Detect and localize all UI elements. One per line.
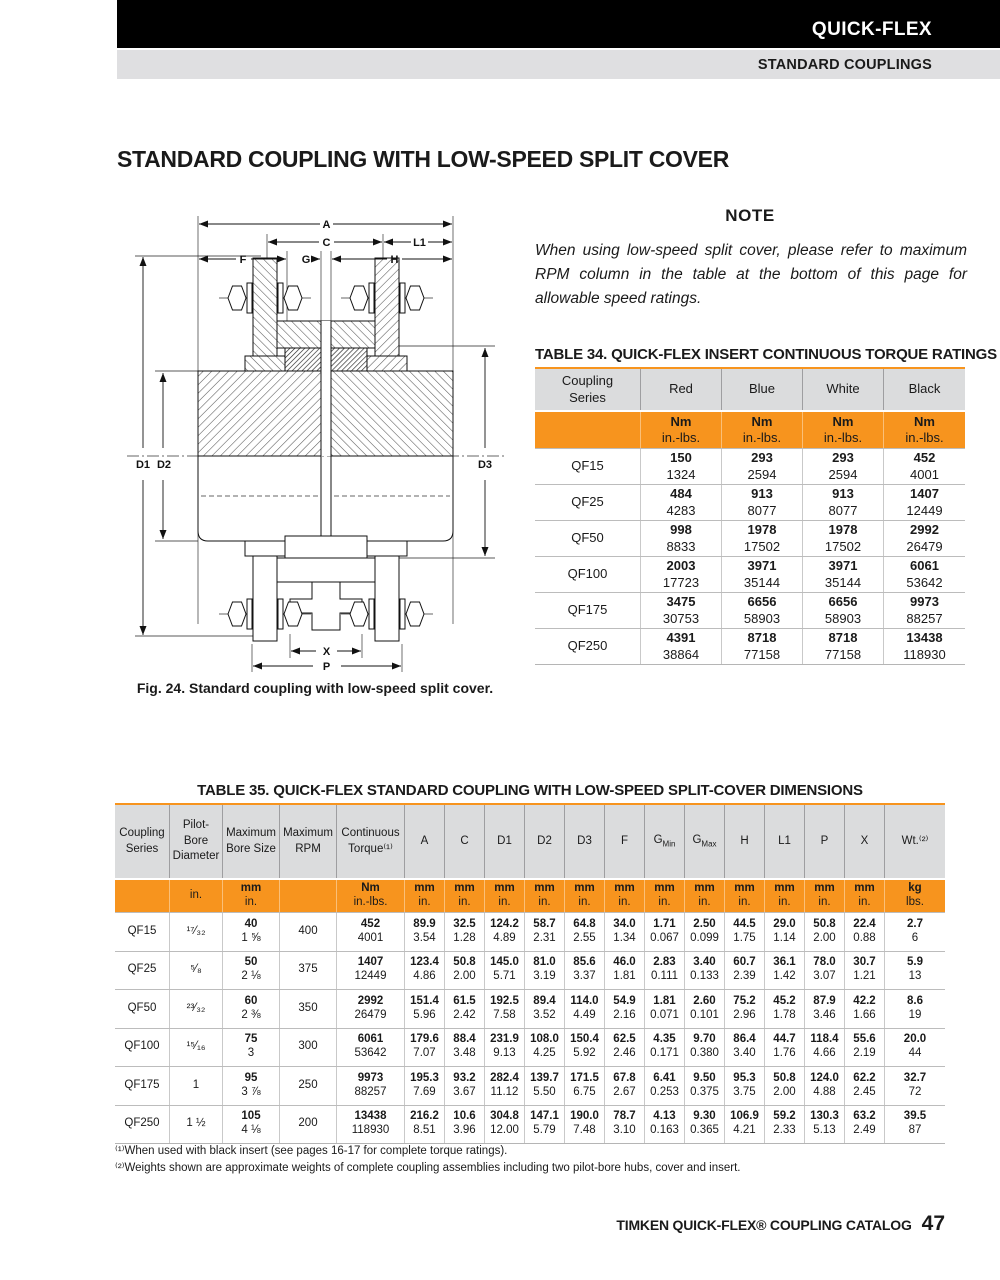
dimension-value-cell: 2.50 0.099 — [685, 913, 725, 951]
column-header-cell: A — [405, 805, 445, 878]
dimension-value-cell: 64.8 2.55 — [565, 913, 605, 951]
dimension-value-cell: 93.2 3.67 — [445, 1067, 485, 1105]
units-cell: mm in. — [725, 880, 765, 912]
dimension-value-cell: QF175 — [115, 1067, 170, 1105]
column-header-cell: X — [845, 805, 885, 878]
column-header-cell: Continuous Torque⁽¹⁾ — [337, 805, 405, 878]
torque-table-row — [535, 592, 965, 628]
dimension-value-cell: 195.3 7.69 — [405, 1067, 445, 1105]
units-cell: mm in. — [525, 880, 565, 912]
dimension-value-cell: 81.0 3.19 — [525, 952, 565, 990]
units-cell: Nm in.-lbs. — [905, 413, 944, 445]
dimension-value-cell: 44.7 1.76 — [765, 1029, 805, 1067]
dimension-value-cell: 9.30 0.365 — [685, 1106, 725, 1144]
column-header-cell: H — [725, 805, 765, 878]
torque-table-row — [535, 556, 965, 592]
dimension-value-cell: 89.4 3.52 — [525, 990, 565, 1028]
dimension-value-cell: 114.0 4.49 — [565, 990, 605, 1028]
units-cell: mm in. — [845, 880, 885, 912]
dimension-value-cell: 179.6 7.07 — [405, 1029, 445, 1067]
dimension-value-cell: 54.9 2.16 — [605, 990, 645, 1028]
dimension-value-cell: ²³⁄₃₂ — [170, 990, 223, 1028]
dimension-value-cell: 2.60 0.101 — [685, 990, 725, 1028]
dimension-value-cell: 108.0 4.25 — [525, 1029, 565, 1067]
torque-value-cell: 2992 26479 — [906, 522, 943, 554]
dimension-value-cell: 452 4001 — [337, 913, 405, 951]
dimension-value-cell: 282.4 11.12 — [485, 1067, 525, 1105]
figure-caption: Fig. 24. Standard coupling with low-speed split cover. — [136, 680, 494, 696]
dim-label-a: A — [322, 219, 331, 231]
torque-table-header-row — [535, 369, 965, 410]
column-header-cell: $G_{Min}$ — [645, 805, 685, 878]
series-label-cell: QF15 — [535, 449, 641, 484]
dimension-value-cell: QF15 — [115, 913, 170, 951]
dimension-value-cell: 50.8 2.00 — [805, 913, 845, 951]
dimension-value-cell: 9.50 0.375 — [685, 1067, 725, 1105]
column-header-cell: C — [445, 805, 485, 878]
dimension-value-cell: 10.6 3.96 — [445, 1106, 485, 1144]
series-label-cell: QF100 — [535, 557, 641, 592]
dimensions-table-row — [115, 1066, 945, 1105]
torque-value-cell: 1978 17502 — [803, 521, 884, 556]
dimension-value-cell: 9.70 0.380 — [685, 1029, 725, 1067]
dimension-value-cell: 1.81 0.071 — [645, 990, 685, 1028]
column-header-cell: D3 — [565, 805, 605, 878]
dimensions-table-row — [115, 1028, 945, 1067]
dimension-value-cell: 20.0 44 — [903, 1033, 927, 1060]
dimension-value-cell: 147.1 5.79 — [525, 1106, 565, 1144]
dimension-value-cell: 375 — [280, 952, 337, 990]
dimension-value-cell: 34.0 1.34 — [605, 913, 645, 951]
dimension-value-cell: 39.5 87 — [903, 1110, 927, 1137]
dimension-value-cell: 32.5 1.28 — [445, 913, 485, 951]
dimension-value-cell: 36.1 1.42 — [765, 952, 805, 990]
units-cell: mm in. — [565, 880, 605, 912]
dimension-value-cell: 50 2 ⅛ — [223, 952, 280, 990]
torque-value-cell: 4391 38864 — [641, 629, 722, 664]
dimension-value-cell: 190.0 7.48 — [565, 1106, 605, 1144]
dimensions-table-row — [115, 912, 945, 951]
dimensions-table-header-row — [115, 805, 945, 878]
torque-value-cell: 484 4283 — [641, 485, 722, 520]
dimension-value-cell: 63.2 2.49 — [845, 1106, 885, 1144]
dimension-value-cell: 1 ½ — [170, 1106, 223, 1144]
dimension-value-cell: QF250 — [115, 1106, 170, 1144]
column-header-cell: Maximum RPM — [280, 805, 337, 878]
insert-color-header: Red — [641, 369, 722, 410]
dimension-value-cell: 216.2 8.51 — [405, 1106, 445, 1144]
torque-value-cell: 8718 77158 — [803, 629, 884, 664]
insert-color-header: Blue — [722, 369, 803, 410]
dimension-value-cell: 118.4 4.66 — [805, 1029, 845, 1067]
dimension-value-cell: 59.2 2.33 — [765, 1106, 805, 1144]
dimensions-table-units-row — [115, 878, 945, 912]
dimension-value-cell: 400 — [280, 913, 337, 951]
dimension-value-cell: 60.7 2.39 — [725, 952, 765, 990]
torque-value-cell: 913 8077 — [722, 485, 803, 520]
series-label-cell: QF175 — [535, 593, 641, 628]
coupling-cross-section-figure — [115, 196, 515, 676]
dimension-value-cell: 78.7 3.10 — [605, 1106, 645, 1144]
units-cell: mm in. — [605, 880, 645, 912]
dimension-value-cell: 75.2 2.96 — [725, 990, 765, 1028]
dimension-value-cell: 62.2 2.45 — [845, 1067, 885, 1105]
dimension-value-cell: 50.8 2.00 — [445, 952, 485, 990]
dimension-value-cell: 95.3 3.75 — [725, 1067, 765, 1105]
dimension-value-cell: 95 3 ⅞ — [223, 1067, 280, 1105]
category-label: STANDARD COUPLINGS — [757, 56, 932, 73]
dimension-value-cell: 300 — [280, 1029, 337, 1067]
dimension-value-cell: QF100 — [115, 1029, 170, 1067]
units-cell: mm in. — [685, 880, 725, 912]
dimensions-table-row — [115, 1105, 945, 1144]
units-cell: Nm in.-lbs. — [641, 412, 722, 448]
dimension-value-cell: 46.0 1.81 — [605, 952, 645, 990]
torque-table-units-row — [535, 410, 965, 448]
torque-value-cell: 2003 17723 — [641, 557, 722, 592]
column-header-cell: Coupling Series — [115, 805, 170, 878]
dimension-value-cell: 32.7 72 — [903, 1071, 927, 1098]
units-corner-cell — [535, 412, 641, 448]
torque-value-cell: 913 8077 — [803, 485, 884, 520]
torque-value-cell: 150 1324 — [641, 449, 722, 484]
units-cell: mm in. — [765, 880, 805, 912]
dimension-value-cell: 151.4 5.96 — [405, 990, 445, 1028]
dimension-value-cell: 62.5 2.46 — [605, 1029, 645, 1067]
dimension-value-cell: 88.4 3.48 — [445, 1029, 485, 1067]
units-cell: Nm in.-lbs. — [337, 880, 405, 912]
dimension-value-cell: 87.9 3.46 — [805, 990, 845, 1028]
dimension-value-cell: 3.40 0.133 — [685, 952, 725, 990]
dimension-value-cell: QF50 — [115, 990, 170, 1028]
dimension-value-cell: 86.4 3.40 — [725, 1029, 765, 1067]
column-header-cell: D1 — [485, 805, 525, 878]
dimension-value-cell: 8.6 19 — [907, 994, 923, 1021]
series-label-cell: QF50 — [535, 521, 641, 556]
dim-label-c: C — [322, 237, 331, 249]
torque-value-cell: 3475 30753 — [641, 593, 722, 628]
dim-label-d3: D3 — [477, 459, 493, 471]
footer-catalog-title: TIMKEN QUICK-FLEX® COUPLING CATALOG — [616, 1217, 912, 1233]
dimension-value-cell: 6.41 0.253 — [645, 1067, 685, 1105]
dimension-value-cell: 2.7 6 — [907, 917, 923, 944]
dim-label-x: X — [322, 646, 331, 658]
dimension-value-cell: 4.35 0.171 — [645, 1029, 685, 1067]
torque-value-cell: 1407 12449 — [906, 486, 943, 518]
units-cell: mm in. — [485, 880, 525, 912]
dimensions-table-row — [115, 989, 945, 1028]
units-cell — [115, 880, 170, 912]
units-cell: mm in. — [645, 880, 685, 912]
dimension-value-cell: 75 3 — [223, 1029, 280, 1067]
torque-table-row — [535, 448, 965, 484]
torque-value-cell: 6656 58903 — [803, 593, 884, 628]
torque-value-cell: 6061 53642 — [906, 558, 943, 590]
torque-value-cell: 998 8833 — [641, 521, 722, 556]
units-cell: mm in. — [805, 880, 845, 912]
dimension-value-cell: 89.9 3.54 — [405, 913, 445, 951]
torque-value-cell: 3971 35144 — [803, 557, 884, 592]
top-banner — [117, 0, 1000, 48]
dim-label-h: H — [390, 254, 399, 266]
table34-title: TABLE 34. QUICK-FLEX INSERT CONTINUOUS TORQUE RATINGS — [535, 346, 997, 363]
dimension-value-cell: ¹⁷⁄₃₂ — [170, 913, 223, 951]
brand-title: QUICK-FLEX — [811, 19, 932, 40]
column-header-cell: Wt.⁽²⁾ — [901, 834, 929, 847]
dimension-value-cell: 231.9 9.13 — [485, 1029, 525, 1067]
dimension-value-cell: 123.4 4.86 — [405, 952, 445, 990]
dim-label-d2: D2 — [156, 459, 172, 471]
torque-value-cell: 293 2594 — [722, 449, 803, 484]
insert-color-header: White — [803, 369, 884, 410]
dimension-value-cell: 1 — [170, 1067, 223, 1105]
units-cell — [280, 880, 337, 912]
dimension-value-cell: 42.2 1.66 — [845, 990, 885, 1028]
units-cell: mm in. — [445, 880, 485, 912]
units-cell: kg lbs. — [906, 882, 924, 908]
dimension-value-cell: 304.8 12.00 — [485, 1106, 525, 1144]
footer-page-number: 47 — [921, 1212, 945, 1235]
torque-table-row — [535, 520, 965, 556]
dimension-value-cell: ¹⁵⁄₁₆ — [170, 1029, 223, 1067]
dimension-value-cell: 61.5 2.42 — [445, 990, 485, 1028]
torque-value-cell: 6656 58903 — [722, 593, 803, 628]
column-header-cell: $G_{Max}$ — [685, 805, 725, 878]
insert-color-header: Black — [908, 381, 941, 397]
dimension-value-cell: 40 1 ⅝ — [223, 913, 280, 951]
dimension-value-cell: 58.7 2.31 — [525, 913, 565, 951]
dimensions-table — [115, 803, 945, 1144]
table35-title: TABLE 35. QUICK-FLEX STANDARD COUPLING WITH LOW-SPEED SPLIT-COVER DIMENSIONS — [197, 782, 863, 799]
torque-value-cell: 9973 88257 — [906, 594, 943, 626]
dimension-value-cell: 45.2 1.78 — [765, 990, 805, 1028]
dim-label-f: F — [239, 254, 247, 266]
torque-value-cell: 13438 118930 — [903, 630, 946, 662]
units-cell: mm in. — [223, 880, 280, 912]
torque-value-cell: 8718 77158 — [722, 629, 803, 664]
torque-ratings-table — [535, 367, 965, 665]
dimension-value-cell: ⁵⁄₈ — [170, 952, 223, 990]
corner-header-cell: Coupling Series — [535, 369, 641, 410]
torque-value-cell: 1978 17502 — [722, 521, 803, 556]
dimension-value-cell: 350 — [280, 990, 337, 1028]
dimension-value-cell: 2.83 0.111 — [645, 952, 685, 990]
dimension-value-cell: 2992 26479 — [337, 990, 405, 1028]
dimension-value-cell: 13438 118930 — [337, 1106, 405, 1144]
torque-value-cell: 452 4001 — [910, 450, 939, 482]
category-banner — [117, 50, 1000, 79]
dimension-value-cell: 85.6 3.37 — [565, 952, 605, 990]
dimension-value-cell: 22.4 0.88 — [845, 913, 885, 951]
dim-label-d1: D1 — [135, 459, 151, 471]
units-cell: in. — [170, 880, 223, 912]
column-header-cell: D2 — [525, 805, 565, 878]
dimension-value-cell: 30.7 1.21 — [845, 952, 885, 990]
page-title: STANDARD COUPLING WITH LOW-SPEED SPLIT COVER — [117, 146, 730, 172]
dim-label-g: G — [301, 254, 311, 266]
column-header-cell: F — [605, 805, 645, 878]
column-header-cell: Pilot-Bore Diameter — [170, 805, 223, 878]
footnote-1: ⁽¹⁾When used with black insert (see pages 16-17 for complete torque ratings). — [115, 1145, 508, 1157]
dimension-value-cell: 250 — [280, 1067, 337, 1105]
dimension-value-cell: 139.7 5.50 — [525, 1067, 565, 1105]
page-footer — [616, 1212, 945, 1236]
split-gap — [321, 321, 332, 456]
dimension-value-cell: 1407 12449 — [337, 952, 405, 990]
dimension-value-cell: 4.13 0.163 — [645, 1106, 685, 1144]
series-label-cell: QF25 — [535, 485, 641, 520]
units-cell: Nm in.-lbs. — [803, 412, 884, 448]
note-heading: NOTE — [725, 206, 775, 225]
torque-value-cell: 293 2594 — [803, 449, 884, 484]
dim-label-l1: L1 — [413, 237, 426, 249]
series-label-cell: QF250 — [535, 629, 641, 664]
dimension-value-cell: 44.5 1.75 — [725, 913, 765, 951]
column-header-cell: L1 — [765, 805, 805, 878]
dimension-value-cell: 124.2 4.89 — [485, 913, 525, 951]
dimensions-table-row — [115, 951, 945, 990]
dimension-value-cell: 9973 88257 — [337, 1067, 405, 1105]
footnote-2: ⁽²⁾Weights shown are approximate weights of complete coupling assemblies including two pilot-bore hubs, cover and insert. — [115, 1162, 741, 1175]
units-cell: mm in. — [405, 880, 445, 912]
dimension-value-cell: 145.0 5.71 — [485, 952, 525, 990]
note-body: When using low-speed split cover, please refer to maximum RPM column in the table at the bottom of this page for allowable speed ratings. — [535, 242, 967, 308]
torque-table-row — [535, 628, 965, 664]
dimension-value-cell: 192.5 7.58 — [485, 990, 525, 1028]
dimension-value-cell: 200 — [280, 1106, 337, 1144]
units-cell: Nm in.-lbs. — [722, 412, 803, 448]
dimension-value-cell: 150.4 5.92 — [565, 1029, 605, 1067]
dim-label-p: P — [322, 661, 331, 673]
dimension-value-cell: QF25 — [115, 952, 170, 990]
dimension-value-cell: 55.6 2.19 — [845, 1029, 885, 1067]
dimension-value-cell: 29.0 1.14 — [765, 913, 805, 951]
dimension-value-cell: 124.0 4.88 — [805, 1067, 845, 1105]
dimension-value-cell: 1.71 0.067 — [645, 913, 685, 951]
torque-value-cell: 3971 35144 — [722, 557, 803, 592]
footnotes — [115, 1143, 740, 1178]
dimension-value-cell: 5.9 13 — [907, 956, 923, 983]
torque-table-row — [535, 484, 965, 520]
dimension-value-cell: 171.5 6.75 — [565, 1067, 605, 1105]
dimension-value-cell: 106.9 4.21 — [725, 1106, 765, 1144]
dimension-value-cell: 60 2 ⅜ — [223, 990, 280, 1028]
column-header-cell: P — [805, 805, 845, 878]
dimension-value-cell: 130.3 5.13 — [805, 1106, 845, 1144]
dimension-value-cell: 6061 53642 — [337, 1029, 405, 1067]
dimension-value-cell: 50.8 2.00 — [765, 1067, 805, 1105]
dimension-value-cell: 67.8 2.67 — [605, 1067, 645, 1105]
dimension-value-cell: 78.0 3.07 — [805, 952, 845, 990]
dimension-value-cell: 105 4 ⅛ — [223, 1106, 280, 1144]
column-header-cell: Maximum Bore Size — [223, 805, 280, 878]
